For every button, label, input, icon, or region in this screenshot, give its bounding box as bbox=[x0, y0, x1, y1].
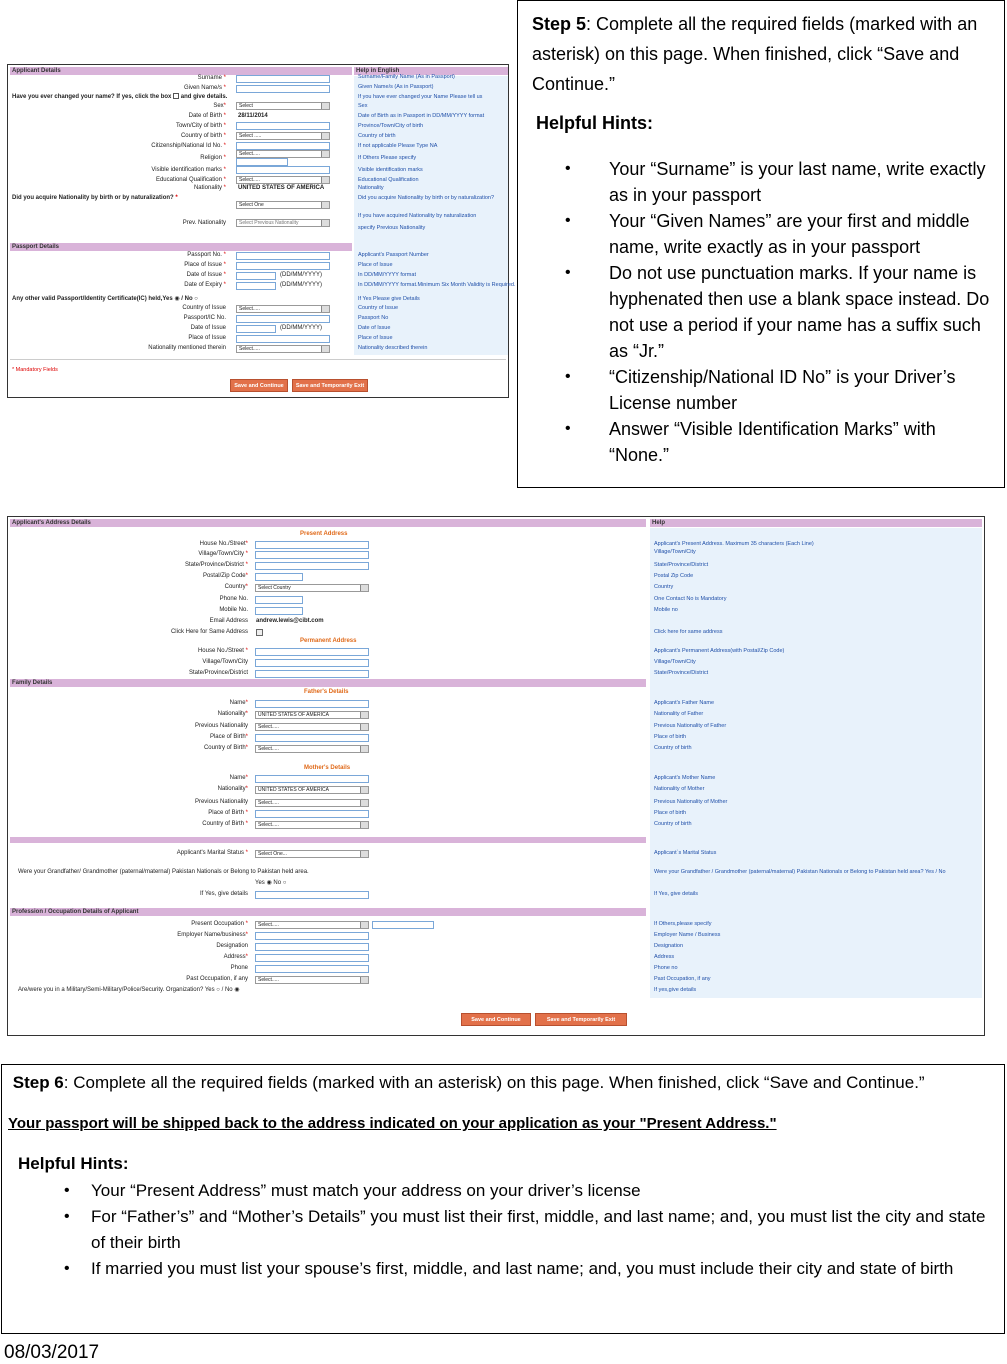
step5-hint: • Answer “Visible Identification Marks” with “None.” bbox=[532, 416, 990, 468]
phone-2-input[interactable] bbox=[255, 965, 369, 973]
label-mother-country-of-birth: Country of Birth * bbox=[202, 821, 248, 827]
mother-details-heading: Mother's Details bbox=[304, 765, 351, 771]
acquire-nationality-select[interactable]: Select One bbox=[236, 201, 330, 209]
label-same-address: Click Here for Same Address bbox=[170, 629, 248, 635]
help-village: Village/Town/City bbox=[654, 549, 696, 555]
label-past-occupation: Past Occupation, if any bbox=[186, 976, 248, 982]
mother-prev-nationality-select[interactable]: Select..... bbox=[255, 799, 369, 807]
mobile-input[interactable] bbox=[255, 607, 303, 615]
employer-input[interactable] bbox=[255, 932, 369, 940]
label-mother-place-of-birth: Place of Birth * bbox=[208, 810, 248, 816]
name-change-checkbox[interactable] bbox=[173, 93, 179, 99]
label-education: Educational Qualification * bbox=[155, 177, 226, 183]
help-passport-ic: Passport No bbox=[358, 315, 389, 321]
father-place-input[interactable] bbox=[255, 734, 369, 742]
step5-hints-list bbox=[532, 156, 990, 468]
help-religion: If Others Please specify bbox=[358, 155, 417, 161]
section-address-details: Applicant's Address Details bbox=[10, 519, 646, 527]
nationality-therein-select[interactable]: Select..... bbox=[236, 345, 330, 353]
help-employer: Employer Name / Business bbox=[654, 932, 721, 938]
occupation-select[interactable]: Select..... bbox=[255, 921, 369, 929]
mother-country-select[interactable]: Select..... bbox=[255, 821, 369, 829]
help-perm-house: Applicant's Permanent Address(with Postal/Zip Code) bbox=[654, 648, 785, 654]
help-past-occupation: Past Occupation, if any bbox=[654, 976, 711, 982]
label-nationality-therein: Nationality mentioned therein bbox=[148, 345, 226, 351]
father-name-input[interactable] bbox=[255, 700, 369, 708]
help-mother-prev: Previous Nationality of Mother bbox=[654, 799, 728, 805]
step5-text: : Complete all the required fields (marked with an asterisk) on this page. When finished, click “Save and Continue.” bbox=[532, 14, 978, 94]
step5-hints-title: Helpful Hints: bbox=[536, 113, 653, 133]
help-father-country: Country of birth bbox=[654, 745, 692, 751]
citizenship-id-input[interactable] bbox=[236, 142, 330, 150]
help-mother-country: Country of birth bbox=[654, 821, 692, 827]
step5-box bbox=[517, 0, 1005, 488]
section-profession: Profession / Occupation Details of Applicant bbox=[10, 908, 646, 916]
help-father-name: Applicant's Father Name bbox=[654, 700, 715, 706]
help-designation: Designation bbox=[654, 943, 684, 949]
help-prev-nationality: specify Previous Nationality bbox=[358, 225, 426, 231]
dob-value: 28/11/2014 bbox=[238, 113, 268, 119]
help-visible-marks: Visible identification marks bbox=[358, 167, 423, 173]
footer-date: 08/03/2017 bbox=[4, 1342, 100, 1363]
perm-house-input[interactable] bbox=[255, 648, 369, 656]
step5-hint: • Do not use punctuation marks. If your name is hyphenated then use a blank space instead. Do not use a period if your name has a suffix such as “Jr.” bbox=[532, 260, 990, 364]
help-phone-2: Phone no bbox=[654, 965, 678, 971]
help-same-address: Click here for same address bbox=[654, 629, 723, 635]
label-father-place-of-birth: Place of Birth* bbox=[209, 734, 248, 740]
label-phone: Phone No. bbox=[219, 596, 248, 602]
help-occupation: If Others,please specify bbox=[654, 921, 712, 927]
label-perm-house: House No./Street * bbox=[197, 648, 248, 654]
label-prev-nationality: Prev. Nationality bbox=[182, 220, 226, 226]
country-of-birth-select[interactable]: Select ..... bbox=[236, 132, 330, 140]
other-passport-question: Any other valid Passport/Identity Certificate(IC) held,Yes ◉ / No ○ bbox=[12, 296, 198, 302]
help-citizenship: If not applicable Please Type NA bbox=[358, 143, 438, 149]
other-date-input[interactable] bbox=[236, 325, 276, 333]
help-postal: Postal Zip Code bbox=[654, 573, 694, 579]
help-education: Educational Qualification bbox=[358, 177, 419, 183]
acquire-nationality-question: Did you acquire Nationality by birth or by naturalization? * bbox=[12, 195, 178, 201]
help-father-nationality: Nationality of Father bbox=[654, 711, 704, 717]
help-sex: Sex bbox=[358, 103, 368, 109]
grandparent-question: Were your Grandfather/ Grandmother (paternal/maternal) Pakistan Nationals or Belong to Pakistan held area. bbox=[18, 869, 309, 875]
nationality-value: UNITED STATES OF AMERICA bbox=[238, 185, 325, 191]
label-present-occupation: Present Occupation * bbox=[191, 921, 248, 927]
section-passport-details: Passport Details bbox=[10, 243, 352, 251]
step6-hints-list bbox=[8, 1178, 998, 1282]
email-value: andrew.lewis@cibt.com bbox=[256, 618, 324, 624]
help-other-passport: If Yes Please give Details bbox=[358, 296, 420, 302]
spacer-bar bbox=[10, 837, 646, 843]
divider bbox=[10, 359, 506, 360]
help-name-change: If you have ever changed your Name Please tell us bbox=[358, 94, 483, 100]
help-address: Address bbox=[654, 954, 675, 960]
step6-hint: • If married you must list your spouse’s first, middle, and last name; and, you must include their city and state of birth bbox=[8, 1256, 998, 1282]
step6-box bbox=[1, 1064, 1005, 1334]
label-father-country-of-birth: Country of Birth* bbox=[203, 745, 248, 751]
label-country-of-birth: Country of birth * bbox=[180, 133, 226, 139]
label-passport-no: Passport No. * bbox=[187, 252, 226, 258]
help-house-street: Applicant's Present Address. Maximum 35 characters (Each Line) bbox=[654, 541, 814, 547]
help-marital: Applicant`s Marital Status bbox=[654, 850, 717, 856]
step6-text: : Complete all the required fields (marked with an asterisk) on this page. When finished, click “Save and Continue.” bbox=[63, 1073, 925, 1092]
perm-state-input[interactable] bbox=[255, 670, 369, 678]
label-sex: Sex* bbox=[213, 103, 226, 109]
past-occupation-select[interactable]: Select..... bbox=[255, 976, 369, 984]
help-date-of-issue: In DD/MM/YYYY format bbox=[358, 272, 416, 278]
label-email: Email Address bbox=[209, 618, 248, 624]
address-details-screenshot bbox=[7, 516, 985, 1036]
label-dob: Date of Birth * bbox=[188, 113, 226, 119]
help-perm-state: State/Province/District bbox=[654, 670, 709, 676]
place-of-issue-input[interactable] bbox=[236, 262, 330, 270]
date-of-issue-input[interactable] bbox=[236, 272, 276, 280]
step5-instruction bbox=[532, 9, 990, 99]
label-date-of-issue: Date of Issue * bbox=[186, 272, 226, 278]
prev-nationality-select[interactable]: Select Previous Nationality bbox=[236, 219, 330, 227]
label-father-name: Name* bbox=[229, 700, 248, 706]
step6-hints-title: Helpful Hints: bbox=[18, 1154, 129, 1173]
save-continue-button-2[interactable]: Save and Continue bbox=[461, 1013, 531, 1026]
label-employer: Employer Name/business* bbox=[177, 932, 248, 938]
military-question: Are/were you in a Military/Semi-Military/Police/Security. Organization? Yes ○ / No ◉ bbox=[18, 987, 240, 993]
help-mother-nationality: Nationality of Mother bbox=[654, 786, 705, 792]
name-change-question: Have you ever changed your name? If yes, click the box and give details. bbox=[12, 94, 228, 100]
help-grandparent: Were your Grandfather / Grandmother (paternal/maternal) Pakistan Nationals or Belong to Pakistan held area? Yes / No bbox=[654, 869, 946, 875]
label-state: State/Province/District * bbox=[184, 562, 248, 568]
help-nationality: Nationality bbox=[358, 185, 384, 191]
help-other-date: Date of Issue bbox=[358, 325, 391, 331]
section-applicant-details: Applicant Details bbox=[10, 67, 352, 75]
label-mother-name: Name* bbox=[229, 775, 248, 781]
mother-name-input[interactable] bbox=[255, 775, 369, 783]
help-other-place: Place of Issue bbox=[358, 335, 393, 341]
occupation-other-input[interactable] bbox=[372, 921, 434, 929]
other-place-input[interactable] bbox=[236, 335, 330, 343]
help-military: If yes,give details bbox=[654, 987, 697, 993]
label-father-nationality: Nationality* bbox=[217, 711, 248, 717]
step5-hint: • “Citizenship/National ID No” is your Driver’s License number bbox=[532, 364, 990, 416]
label-given-names: Given Name/s * bbox=[183, 85, 226, 91]
label-other-place-of-issue: Place of Issue bbox=[188, 335, 226, 341]
label-citizenship-id: Citizenship/National Id No. * bbox=[151, 143, 226, 149]
help-naturalization: If you have acquired Nationality by naturalization bbox=[358, 213, 477, 219]
passport-no-input[interactable] bbox=[236, 252, 330, 260]
label-marital-status: Applicant's Marital Status * bbox=[176, 850, 248, 856]
label-visible-marks: Visible identification marks * bbox=[151, 167, 226, 173]
education-select[interactable]: Select..... bbox=[236, 176, 330, 184]
step5-hint: • Your “Surname” is your last name, write exactly as in your passport bbox=[532, 156, 990, 208]
given-names-input[interactable] bbox=[236, 85, 330, 93]
postal-input[interactable] bbox=[255, 573, 303, 581]
help-country: Country bbox=[654, 584, 674, 590]
help-mobile: Mobile no bbox=[654, 607, 678, 613]
town-of-birth-input[interactable] bbox=[236, 122, 330, 130]
help-state: State/Province/District bbox=[654, 562, 709, 568]
help-dob: Date of Birth as in Passport in DD/MM/YYYY format bbox=[358, 113, 485, 119]
label-perm-village: Village/Town/City bbox=[202, 659, 248, 665]
date-format-hint: (DD/MM/YYYY) bbox=[280, 272, 322, 278]
father-nationality-select[interactable]: UNITED STATES OF AMERICA bbox=[255, 711, 369, 719]
label-town-of-birth: Town/City of birth * bbox=[175, 123, 226, 129]
label-mother-prev-nationality: Previous Nationality bbox=[194, 799, 248, 805]
label-mother-nationality: Nationality* bbox=[217, 786, 248, 792]
save-exit-button-2[interactable]: Save and Temporarily Exit bbox=[535, 1013, 627, 1026]
step5-title: Step 5 bbox=[532, 14, 587, 34]
perm-village-input[interactable] bbox=[255, 659, 369, 667]
mother-nationality-select[interactable]: UNITED STATES OF AMERICA bbox=[255, 786, 369, 794]
permanent-address-heading: Permanent Address bbox=[300, 638, 357, 644]
country-select[interactable]: Select Country bbox=[255, 584, 369, 592]
present-address-heading: Present Address bbox=[300, 531, 348, 537]
help-passport-no: Applicant's Passport Number bbox=[358, 252, 429, 258]
passport-ic-input[interactable] bbox=[236, 315, 330, 323]
help-given-names: Given Name/s (As in Passport) bbox=[358, 84, 434, 90]
help-country-of-birth: Country of birth bbox=[358, 133, 396, 139]
help-mother-name: Applicant's Mother Name bbox=[654, 775, 716, 781]
help-father-prev: Previous Nationality of Father bbox=[654, 723, 727, 729]
help-date-of-expiry: In DD/MM/YYYY format.Minimum Six Month Validity is Required. bbox=[358, 282, 516, 288]
help-if-yes: If Yes, give details bbox=[654, 891, 699, 897]
father-prev-nationality-select[interactable]: Select..... bbox=[255, 723, 369, 731]
phone-input[interactable] bbox=[255, 596, 303, 604]
applicant-details-screenshot bbox=[7, 64, 516, 398]
help-phone: One Contact No is Mandatory bbox=[654, 596, 727, 602]
help-town-of-birth: Province/Town/City of birth bbox=[358, 123, 424, 129]
father-country-select[interactable]: Select..... bbox=[255, 745, 369, 753]
help-mother-place: Place of birth bbox=[654, 810, 687, 816]
grandparent-radio[interactable]: Yes ◉ No ○ bbox=[255, 880, 287, 886]
label-phone-2: Phone bbox=[230, 965, 248, 971]
label-nationality: Nationality * bbox=[193, 185, 226, 191]
help-perm-village: Village/Town/City bbox=[654, 659, 696, 665]
date-format-hint-3: (DD/MM/YYYY) bbox=[280, 325, 322, 331]
label-country-of-issue: Country of Issue bbox=[182, 305, 226, 311]
step6-title: Step 6 bbox=[12, 1073, 64, 1092]
address-input[interactable] bbox=[255, 954, 369, 962]
label-mobile: Mobile No. bbox=[219, 607, 248, 613]
sex-select[interactable]: Select bbox=[236, 102, 330, 110]
religion-select[interactable]: Select..... bbox=[236, 150, 330, 158]
help-father-place: Place of birth bbox=[654, 734, 687, 740]
help-title: Help in English bbox=[354, 67, 508, 75]
step6-address-note: Your passport will be shipped back to the address indicated on your application as your "Present Address." bbox=[8, 1115, 777, 1132]
label-religion: Religion * bbox=[200, 155, 226, 161]
help-country-of-issue: Country of Issue bbox=[358, 305, 399, 311]
label-passport-ic-no: Passport/IC No. bbox=[183, 315, 226, 321]
label-village: Village/Town/City * bbox=[198, 551, 248, 557]
marital-status-select[interactable]: Select One... bbox=[255, 850, 369, 858]
label-perm-state: State/Province/District bbox=[188, 670, 248, 676]
help-title-2: Help bbox=[650, 519, 982, 527]
label-house-street: House No./Street* bbox=[199, 541, 248, 547]
designation-input[interactable] bbox=[255, 943, 369, 951]
same-address-checkbox[interactable] bbox=[256, 629, 263, 636]
section-family-details: Family Details bbox=[10, 679, 646, 687]
mandatory-note: * Mandatory Fields bbox=[12, 367, 58, 373]
label-address: Address* bbox=[223, 954, 248, 960]
date-format-hint-2: (DD/MM/YYYY) bbox=[280, 282, 322, 288]
mother-place-input[interactable] bbox=[255, 810, 369, 818]
other-country-select[interactable]: Select..... bbox=[236, 305, 330, 313]
help-acquire: Did you acquire Nationality by birth or by naturalization? bbox=[358, 195, 495, 201]
step6-hint: • Your “Present Address” must match your address on your driver’s license bbox=[8, 1178, 998, 1204]
house-street-input[interactable] bbox=[255, 541, 369, 549]
label-surname: Surname * bbox=[197, 75, 226, 81]
if-yes-input[interactable] bbox=[255, 891, 369, 899]
label-if-yes: If Yes, give details bbox=[199, 891, 248, 897]
label-country: Country* bbox=[224, 584, 248, 590]
save-exit-button[interactable]: Save and Temporarily Exit bbox=[292, 379, 368, 392]
label-father-prev-nationality: Previous Nationality bbox=[194, 723, 248, 729]
label-place-of-issue: Place of Issue * bbox=[184, 262, 226, 268]
save-continue-button[interactable]: Save and Continue bbox=[230, 379, 288, 392]
surname-input[interactable] bbox=[236, 75, 330, 83]
label-designation: Designation bbox=[216, 943, 248, 949]
help-surname: Surname/Family Name (As in Passport) bbox=[358, 74, 455, 80]
visible-marks-input[interactable] bbox=[236, 166, 330, 174]
father-details-heading: Father's Details bbox=[304, 689, 349, 695]
label-other-date-of-issue: Date of Issue bbox=[190, 325, 226, 331]
label-date-of-expiry: Date of Expiry * bbox=[184, 282, 226, 288]
religion-other-input[interactable] bbox=[236, 158, 288, 166]
step6-instruction bbox=[8, 1073, 998, 1093]
step6-hint: • For “Father’s” and “Mother’s Details” you must list their first, middle, and last name; and, you must list the city and state of their birth bbox=[8, 1204, 998, 1256]
help-place-of-issue: Place of Issue bbox=[358, 262, 393, 268]
step5-hint: • Your “Given Names” are your first and middle name, write exactly as in your passport bbox=[532, 208, 990, 260]
date-of-expiry-input[interactable] bbox=[236, 282, 276, 290]
village-input[interactable] bbox=[255, 551, 369, 559]
state-input[interactable] bbox=[255, 562, 369, 570]
help-nationality-therein: Nationality described therein bbox=[358, 345, 428, 351]
label-postal: Postal/Zip Code* bbox=[202, 573, 248, 579]
